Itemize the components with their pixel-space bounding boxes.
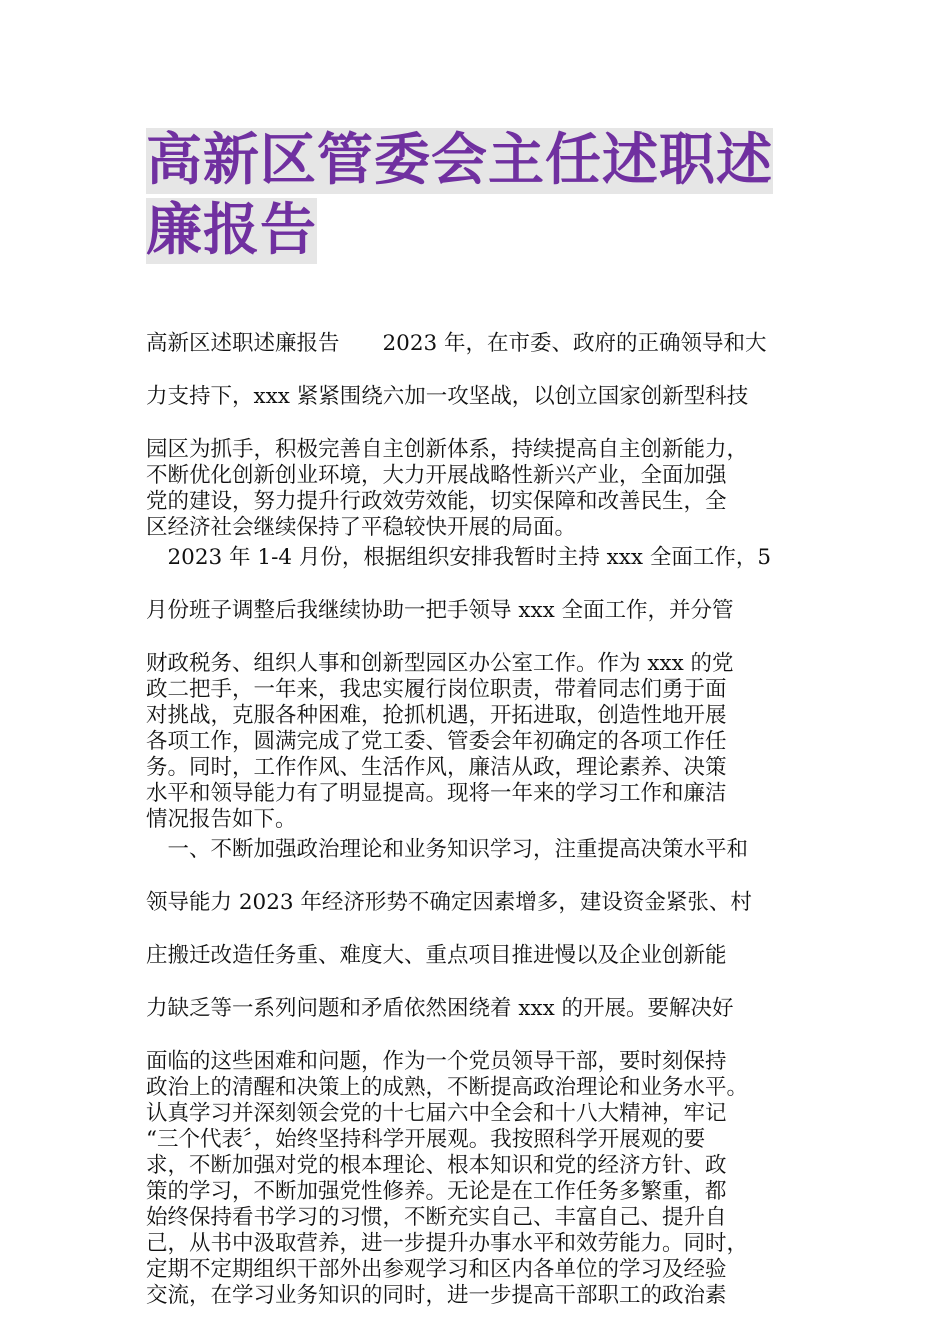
body-line: 始终保持看书学习的习惯，不断充实自己、丰富自己、提升自 bbox=[146, 1205, 727, 1230]
body-line: 月份班子调整后我继续协助一把手领导 xxx 全面工作，并分管 bbox=[146, 598, 734, 623]
body-line: 政二把手，一年来，我忠实履行岗位职责，带着同志们勇于面 bbox=[146, 677, 727, 702]
document-title bbox=[146, 128, 816, 264]
title-line-2: 廉报告 bbox=[146, 198, 317, 263]
body-line: 领导能力 2023 年经济形势不确定因素增多，建设资金紧张、村 bbox=[146, 890, 752, 915]
body-line: 不断优化创新创业环境，大力开展战略性新兴产业，全面加强 bbox=[146, 463, 727, 488]
title-line-1: 高新区管委会主任述职述 bbox=[146, 128, 773, 193]
body-line: 2023 年 1-4 月份，根据组织安排我暂时主持 xxx 全面工作，5 bbox=[146, 545, 772, 570]
body-line: 面临的这些困难和问题，作为一个党员领导干部，要时刻保持 bbox=[146, 1049, 727, 1074]
body-line: 高新区述职述廉报告 2023 年，在市委、政府的正确领导和大 bbox=[146, 331, 767, 356]
body-line: 求，不断加强对党的根本理论、根本知识和党的经济方针、政 bbox=[146, 1153, 727, 1178]
body-line: 政治上的清醒和决策上的成熟，不断提高政治理论和业务水平。 bbox=[146, 1075, 749, 1100]
body-line: 情况报告如下。 bbox=[146, 807, 297, 832]
body-line: 区经济社会继续保持了平稳较快开展的局面。 bbox=[146, 515, 577, 540]
body-line: 策的学习，不断加强党性修养。无论是在工作任务多繁重，都 bbox=[146, 1179, 727, 1204]
body-line: 水平和领导能力有了明显提高。现将一年来的学习工作和廉洁 bbox=[146, 781, 727, 806]
body-line: 对挑战，克服各种困难，抢抓机遇，开拓进取，创造性地开展 bbox=[146, 703, 727, 728]
body-line: 财政税务、组织人事和创新型园区办公室工作。作为 xxx 的党 bbox=[146, 651, 734, 676]
body-line: 交流，在学习业务知识的同时，进一步提高干部职工的政治素 bbox=[146, 1283, 727, 1308]
body-line: 己，从书中汲取营养，进一步提升办事水平和效劳能力。同时， bbox=[146, 1231, 749, 1256]
body-line: 务。同时，工作作风、生活作风，廉洁从政，理论素养、决策 bbox=[146, 755, 727, 780]
body-line: 党的建设，努力提升行政效劳效能，切实保障和改善民生，全 bbox=[146, 489, 727, 514]
document-body bbox=[146, 330, 821, 1310]
body-line: 园区为抓手，积极完善自主创新体系，持续提高自主创新能力， bbox=[146, 437, 749, 462]
body-line: 力支持下，xxx 紧紧围绕六加一攻坚战，以创立国家创新型科技 bbox=[146, 384, 749, 409]
body-line: 定期不定期组织干部外出参观学习和区内各单位的学习及经验 bbox=[146, 1257, 727, 1282]
body-line: 庄搬迁改造任务重、难度大、重点项目推进慢以及企业创新能 bbox=[146, 943, 727, 968]
body-line: 力缺乏等一系列问题和矛盾依然困绕着 xxx 的开展。要解决好 bbox=[146, 996, 734, 1021]
body-line: 各项工作，圆满完成了党工委、管委会年初确定的各项工作任 bbox=[146, 729, 727, 754]
body-line: 认真学习并深刻领会党的十七届六中全会和十八大精神，牢记 bbox=[146, 1101, 727, 1126]
body-line: 一、不断加强政治理论和业务知识学习，注重提高决策水平和 bbox=[146, 837, 749, 862]
body-line: “三个代表〞，始终坚持科学开展观。我按照科学开展观的要 bbox=[146, 1127, 706, 1152]
